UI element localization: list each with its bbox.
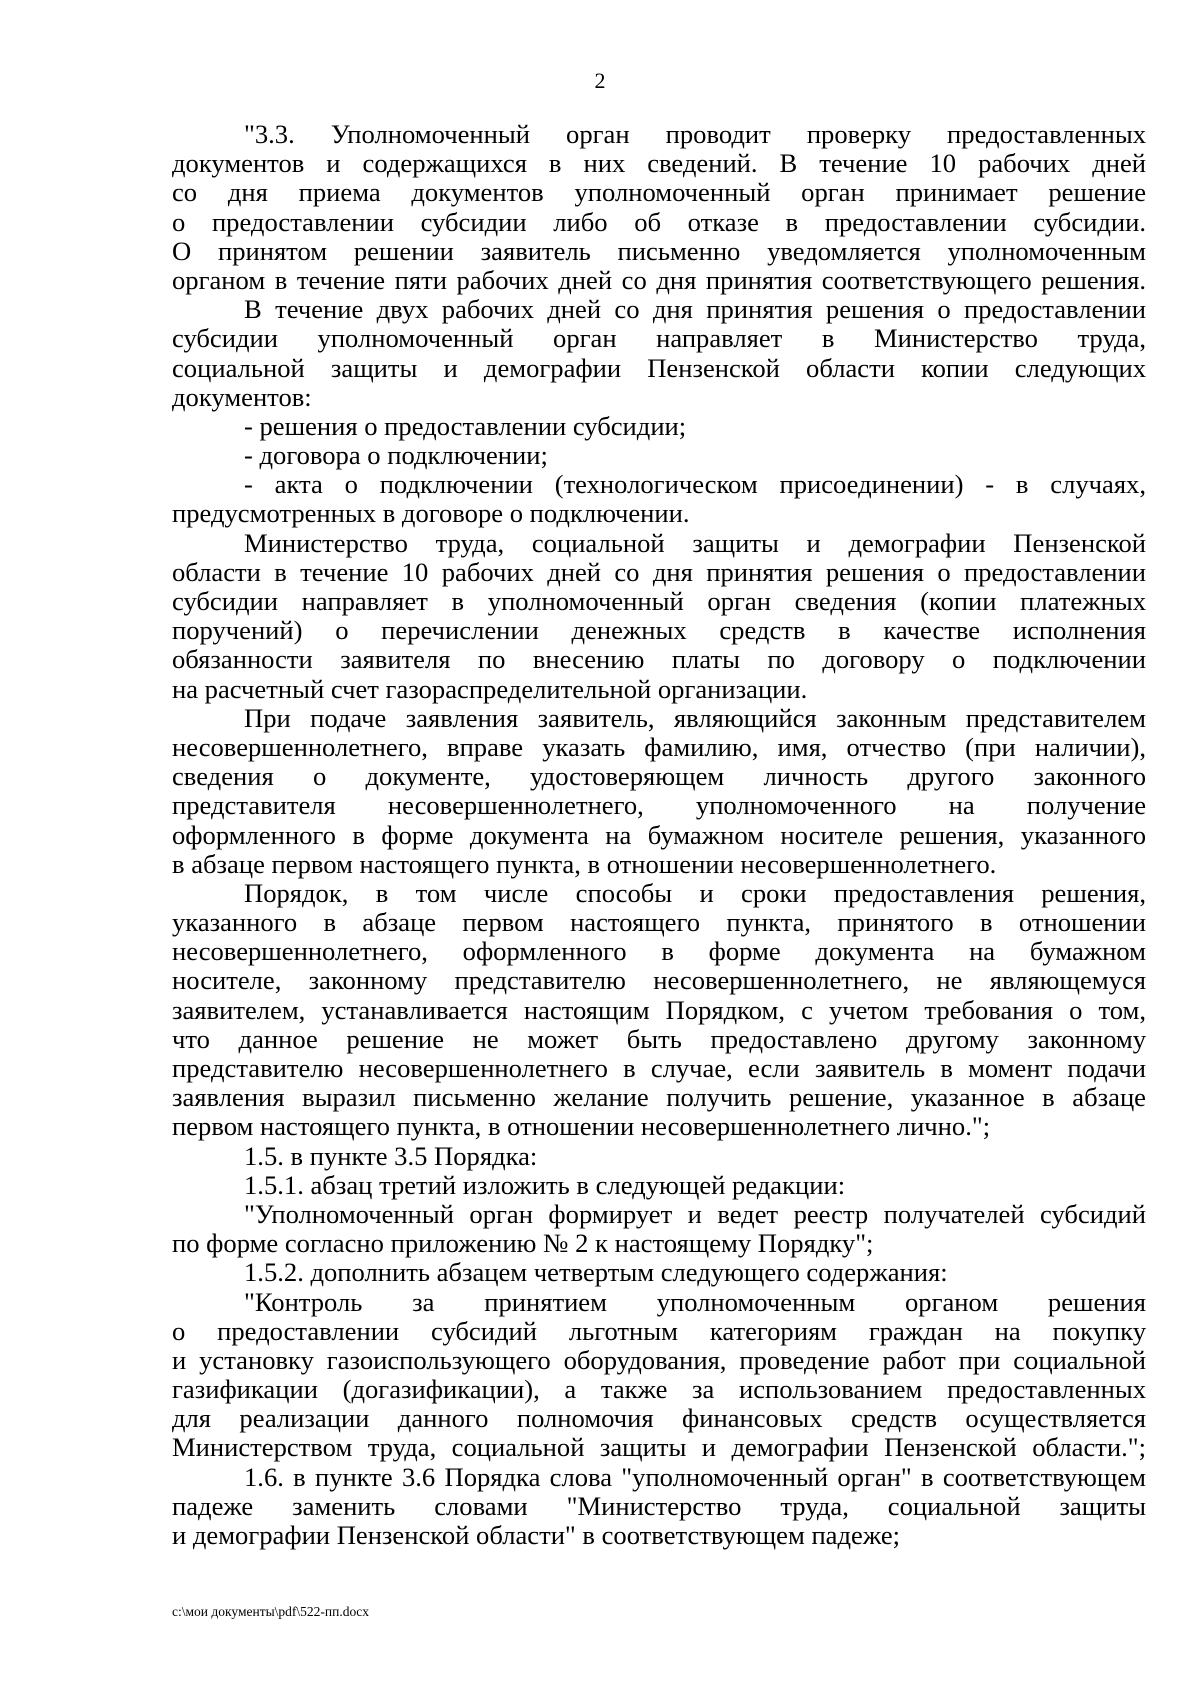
text-line: "Уполномоченный орган формирует и ведет реестр получателей субсидий (244, 1198, 1146, 1229)
text-line: субсидии направляет в уполномоченный орган сведения (копии платежных (172, 586, 1146, 616)
text-line: предусмотренных в договоре о подключении. (172, 498, 690, 529)
text-line: "3.3. Уполномоченный орган проводит проверку предоставленных (244, 119, 1146, 149)
text-line: и установку газоиспользующего оборудования, проведение работ при социальной (172, 1344, 1146, 1375)
text-line: О принятом решении заявитель письменно уведомляется уполномоченным (172, 235, 1146, 266)
text-line: заявления выразил письменно желание получить решение, указанное в абзаце (172, 1082, 1146, 1113)
text-line: на расчетный счет газораспределительной организации. (172, 673, 808, 704)
text-line: - решения о предоставлении субсидии; (244, 410, 687, 441)
document-body (172, 120, 1146, 1550)
text-line: со дня приема документов уполномоченный орган принимает решение (172, 177, 1146, 208)
text-line: - акта о подключении (технологическом присоединении) - в случаях, (244, 469, 1146, 500)
text-line: документов и содержащихся в них сведений. В течение 10 рабочих дней (172, 148, 1146, 179)
text-line: носителе, законному представителю несовершеннолетнего, не являющемуся (172, 965, 1146, 996)
text-line: 1.5.1. абзац третий изложить в следующей редакции: (244, 1169, 846, 1200)
text-line: Министерством труда, социальной защиты и демографии Пензенской области."; (172, 1432, 1146, 1463)
text-line: что данное решение не может быть предоставлено другому законному (172, 1023, 1146, 1054)
text-line: газификации (догазификации), а также за использованием предоставленных (172, 1374, 1146, 1405)
text-line: падеже заменить словами "Министерство труда, социальной защиты (172, 1490, 1146, 1521)
text-line: области в течение 10 рабочих дней со дня принятия решения о предоставлении (172, 556, 1146, 587)
text-line: указанного в абзаце первом настоящего пункта, принятого в отношении (172, 907, 1146, 938)
text-line: При подаче заявления заявитель, являющийся законным представителем (244, 702, 1146, 733)
text-line: поручений) о перечислении денежных средств в качестве исполнения (172, 615, 1146, 646)
text-line: в абзаце первом настоящего пункта, в отношении несовершеннолетнего. (172, 848, 997, 879)
text-line: 1.6. в пункте 3.6 Порядка слова "уполномоченный орган" в соответствующем (244, 1461, 1146, 1492)
text-line: социальной защиты и демографии Пензенской области копии следующих (172, 352, 1146, 383)
text-line: представителя несовершеннолетнего, уполномоченного на получение (172, 790, 1146, 821)
text-line: обязанности заявителя по внесению платы по договору о подключении (172, 644, 1146, 675)
text-line: несовершеннолетнего, оформленного в форме документа на бумажном (172, 936, 1146, 967)
text-line: несовершеннолетнего, вправе указать фамилию, имя, отчество (при наличии), (172, 731, 1146, 762)
text-line: для реализации данного полномочия финансовых средств осуществляется (172, 1403, 1146, 1434)
text-line: органом в течение пяти рабочих дней со дня принятия соответствующего решения. (172, 264, 1146, 295)
text-line: Министерство труда, социальной защиты и демографии Пензенской (244, 527, 1146, 558)
text-line: и демографии Пензенской области" в соответствующем падеже; (172, 1520, 901, 1550)
text-line: "Контроль за принятием уполномоченным органом решения (244, 1286, 1146, 1317)
text-line: первом настоящего пункта, в отношении несовершеннолетнего лично."; (172, 1111, 991, 1142)
text-line: 1.5.2. дополнить абзацем четвертым следующего содержания: (244, 1257, 948, 1288)
footer-file-path: c:\мои документы\pdf\522-пп.docx (172, 1604, 369, 1619)
text-line: 1.5. в пункте 3.5 Порядка: (244, 1140, 538, 1171)
page-number: 2 (594, 68, 606, 93)
text-line: субсидии уполномоченный орган направляет в Министерство труда, (172, 323, 1146, 354)
text-line: оформленного в форме документа на бумажном носителе решения, указанного (172, 819, 1146, 850)
text-line: сведения о документе, удостоверяющем личность другого законного (172, 761, 1146, 792)
text-line: представителю несовершеннолетнего в случае, если заявитель в момент подачи (172, 1053, 1146, 1083)
text-line: заявителем, устанавливается настоящим Порядком, с учетом требования о том, (172, 994, 1146, 1025)
text-line: по форме согласно приложению № 2 к настоящему Порядку"; (172, 1228, 874, 1259)
text-line: документов: (172, 381, 312, 412)
text-line: о предоставлении субсидий льготным категориям граждан на покупку (172, 1315, 1146, 1346)
text-line: о предоставлении субсидии либо об отказе в предоставлении субсидии. (172, 206, 1146, 237)
text-line: В течение двух рабочих дней со дня принятия решения о предоставлении (244, 294, 1146, 325)
text-line: - договора о подключении; (244, 440, 548, 471)
text-line: Порядок, в том числе способы и сроки предоставления решения, (244, 877, 1146, 908)
